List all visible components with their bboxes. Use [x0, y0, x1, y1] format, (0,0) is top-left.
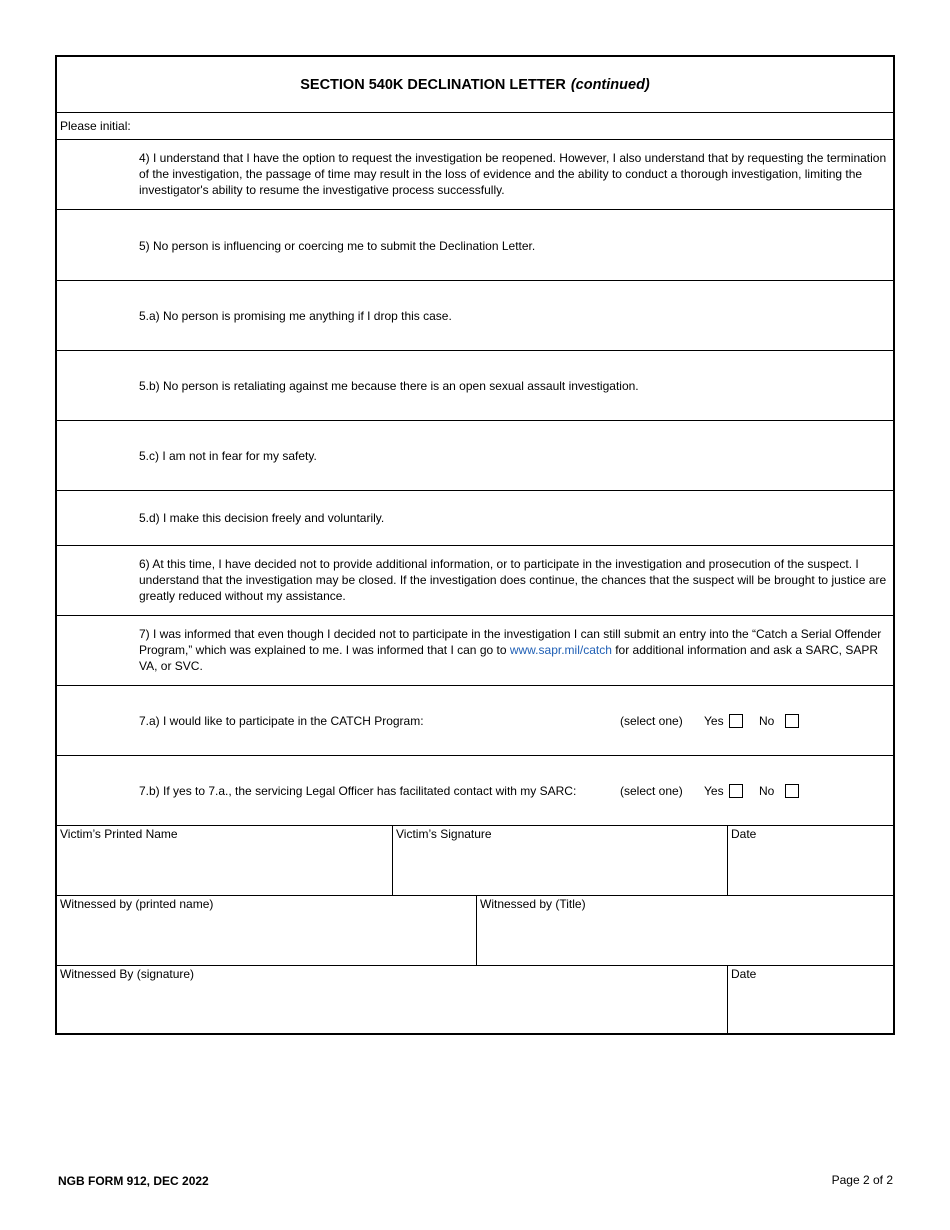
statement-5-text: 5) No person is influencing or coercing me to submit the Declination Letter. [139, 238, 536, 253]
yes-label-7b: Yes [704, 783, 724, 798]
statement-5a-text: 5.a) No person is promising me anything if I drop this case. [139, 308, 452, 323]
yes-checkbox-7b[interactable] [729, 784, 743, 798]
witness-printed-name-field[interactable] [57, 896, 477, 965]
no-checkbox-7a[interactable] [785, 714, 799, 728]
statement-7-part2: for additional information and ask a SARC, SAPR VA, or SVC. [139, 643, 879, 673]
page-number: Page 2 of 2 [831, 1173, 893, 1187]
statement-4-text: 4) I understand that I have the option to request the investigation be reopened. However, I also understand that by requesting the termination of the investigation, the passage of time may result in the loss of evidence and the ability to conduct a thorough investigation, limiting the investigator's ability to resume the investigative process successfully. [139, 151, 887, 197]
form-identifier: NGB FORM 912, DEC 2022 [58, 1174, 209, 1188]
statement-7-text [139, 626, 889, 674]
witness-date-label: Date [731, 967, 757, 981]
statement-row-4[interactable] [57, 140, 893, 210]
victim-date-field[interactable] [728, 826, 893, 895]
statement-7-part1: 7) I was informed that even though I decided not to participate in the investigation I can still submit an entry into the “Catch a Serial Offender Program,” which was explained to me. I was informed that I can go to [139, 627, 882, 657]
statement-5d-text: 5.d) I make this decision freely and voluntarily. [139, 511, 385, 525]
statement-7a-text: 7.a) I would like to participate in the CATCH Program: [139, 713, 424, 728]
statement-row-6[interactable] [57, 546, 893, 616]
initial-instruction: Please initial: [60, 119, 131, 133]
witness-title-field[interactable] [477, 896, 893, 965]
statement-5c-text: 5.c) I am not in fear for my safety. [139, 448, 317, 463]
statement-row-5[interactable] [57, 211, 893, 281]
statement-6-text: 6) At this time, I have decided not to provide additional information, or to participate in the investigation and prosecution of the suspect. I understand that the investigation may be closed. If the investigation does continue, the chances that the suspect will be brought to justice are greatly reduced without my assistance. [139, 557, 887, 603]
witness-title-label: Witnessed by (Title) [480, 897, 586, 911]
witness-signature-field[interactable] [57, 966, 728, 1033]
victim-signature-field[interactable] [393, 826, 728, 895]
witness-printed-name-label: Witnessed by (printed name) [60, 897, 214, 911]
victim-signature-row [57, 826, 893, 896]
witness-signature-row [57, 966, 893, 1033]
statement-5b-text: 5.b) No person is retaliating against me because there is an open sexual assault investigation. [139, 378, 639, 393]
no-checkbox-7b[interactable] [785, 784, 799, 798]
witness-name-row [57, 896, 893, 966]
statement-row-5c[interactable] [57, 421, 893, 491]
yes-checkbox-7a[interactable] [729, 714, 743, 728]
statement-7b-text: 7.b) If yes to 7.a., the servicing Legal Officer has facilitated contact with my SARC: [139, 783, 577, 798]
yes-label-7a: Yes [704, 713, 724, 728]
victim-printed-name-field[interactable] [57, 826, 393, 895]
no-label-7a: No [759, 713, 775, 728]
initial-instruction-row [57, 113, 893, 140]
section-header [57, 57, 893, 113]
victim-signature-label: Victim’s Signature [396, 827, 492, 841]
section-title-suffix: (continued) [570, 76, 650, 93]
statement-row-7[interactable] [57, 616, 893, 686]
section-title: SECTION 540K DECLINATION LETTER [300, 76, 566, 93]
select-one-label-7a: (select one) [620, 713, 683, 728]
declination-form [55, 55, 895, 1035]
victim-date-label: Date [731, 827, 757, 841]
statement-row-5b[interactable] [57, 351, 893, 421]
statement-row-7a [57, 686, 893, 756]
statement-row-5a[interactable] [57, 281, 893, 351]
statement-row-7b [57, 756, 893, 826]
statement-row-5d[interactable] [57, 491, 893, 546]
victim-printed-name-label: Victim’s Printed Name [60, 827, 178, 841]
catch-program-link[interactable]: www.sapr.mil/catch [509, 643, 612, 657]
no-label-7b: No [759, 783, 775, 798]
witness-date-field[interactable] [728, 966, 893, 1033]
witness-signature-label: Witnessed By (signature) [60, 967, 195, 981]
select-one-label-7b: (select one) [620, 783, 683, 798]
